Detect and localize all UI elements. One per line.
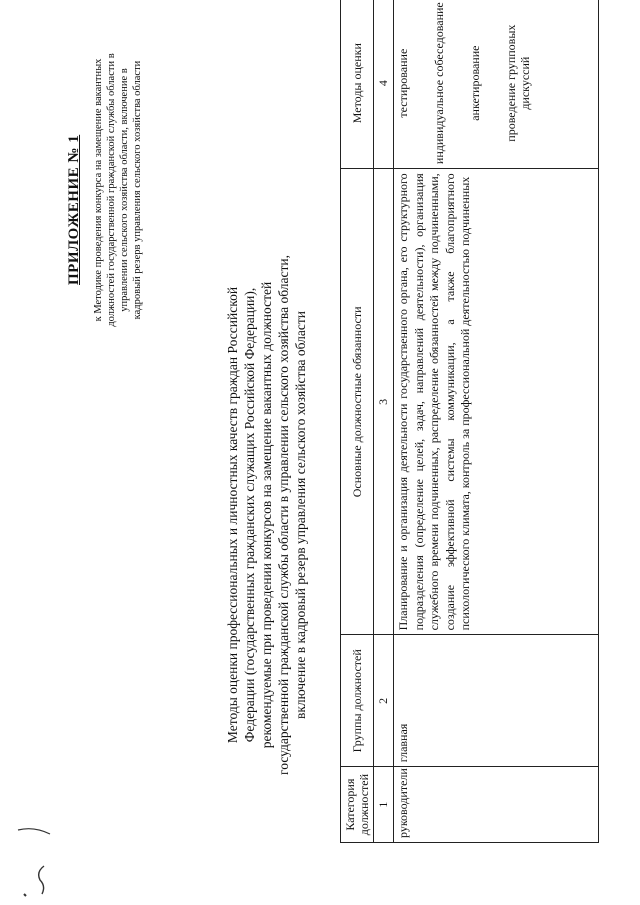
- header-duties: Основные должностные обязанности: [341, 169, 374, 635]
- method-item: индивидуальное собеседование: [432, 2, 446, 165]
- header-methods: Методы оценки: [341, 0, 374, 169]
- column-number: 4: [374, 0, 394, 169]
- cell-duties: Планирование и организация деятельности государственного органа, его структурного подразделения (определение целей, задач, направлений деятельности), организация служебного времени подчиненных, распределение обязанностей между подчиненными, создание эффективной системы коммуникации, а также благоприятного психологического климата, контроль за профессиональной деятельностью подчиненных: [394, 169, 599, 635]
- method-item: анкетирование: [468, 45, 482, 121]
- header-category: Категория должностей: [341, 767, 374, 843]
- appendix-title: ПРИЛОЖЕНИЕ № 1: [66, 134, 82, 285]
- document-heading: Методы оценки профессиональных и личностных качеств граждан Российской Федерации (государственных гражданских служащих Российской Федерации), рекомендуемые при проведении конкурсов на замещение вакантных должностей государственной гражданской службы области в управлении сельского хозяйства области, включение в кадровый резерв управления сельского хозяйства области: [225, 255, 308, 775]
- cell-methods: [394, 0, 599, 169]
- method-item: проведение групповых дискуссий: [504, 24, 532, 142]
- cell-category: руководители: [394, 767, 599, 843]
- header-group: Группы должностей: [341, 635, 374, 767]
- table-header-row: [341, 0, 374, 843]
- column-number-row: [374, 0, 394, 843]
- scan-mark: [14, 820, 54, 900]
- table-row: [394, 0, 599, 843]
- column-number: 1: [374, 767, 394, 843]
- methods-table: [340, 0, 599, 843]
- column-number: 2: [374, 635, 394, 767]
- column-number: 3: [374, 169, 394, 635]
- cell-group: главная: [394, 635, 599, 767]
- appendix-subtitle: к Методике проведения конкурса на замещение вакантных должностей государственной гражданской службы области в управлении сельского хозяйства области, включение в кадровый резерв управления сельского хозяйства области: [93, 53, 143, 327]
- method-item: тестирование: [396, 48, 410, 118]
